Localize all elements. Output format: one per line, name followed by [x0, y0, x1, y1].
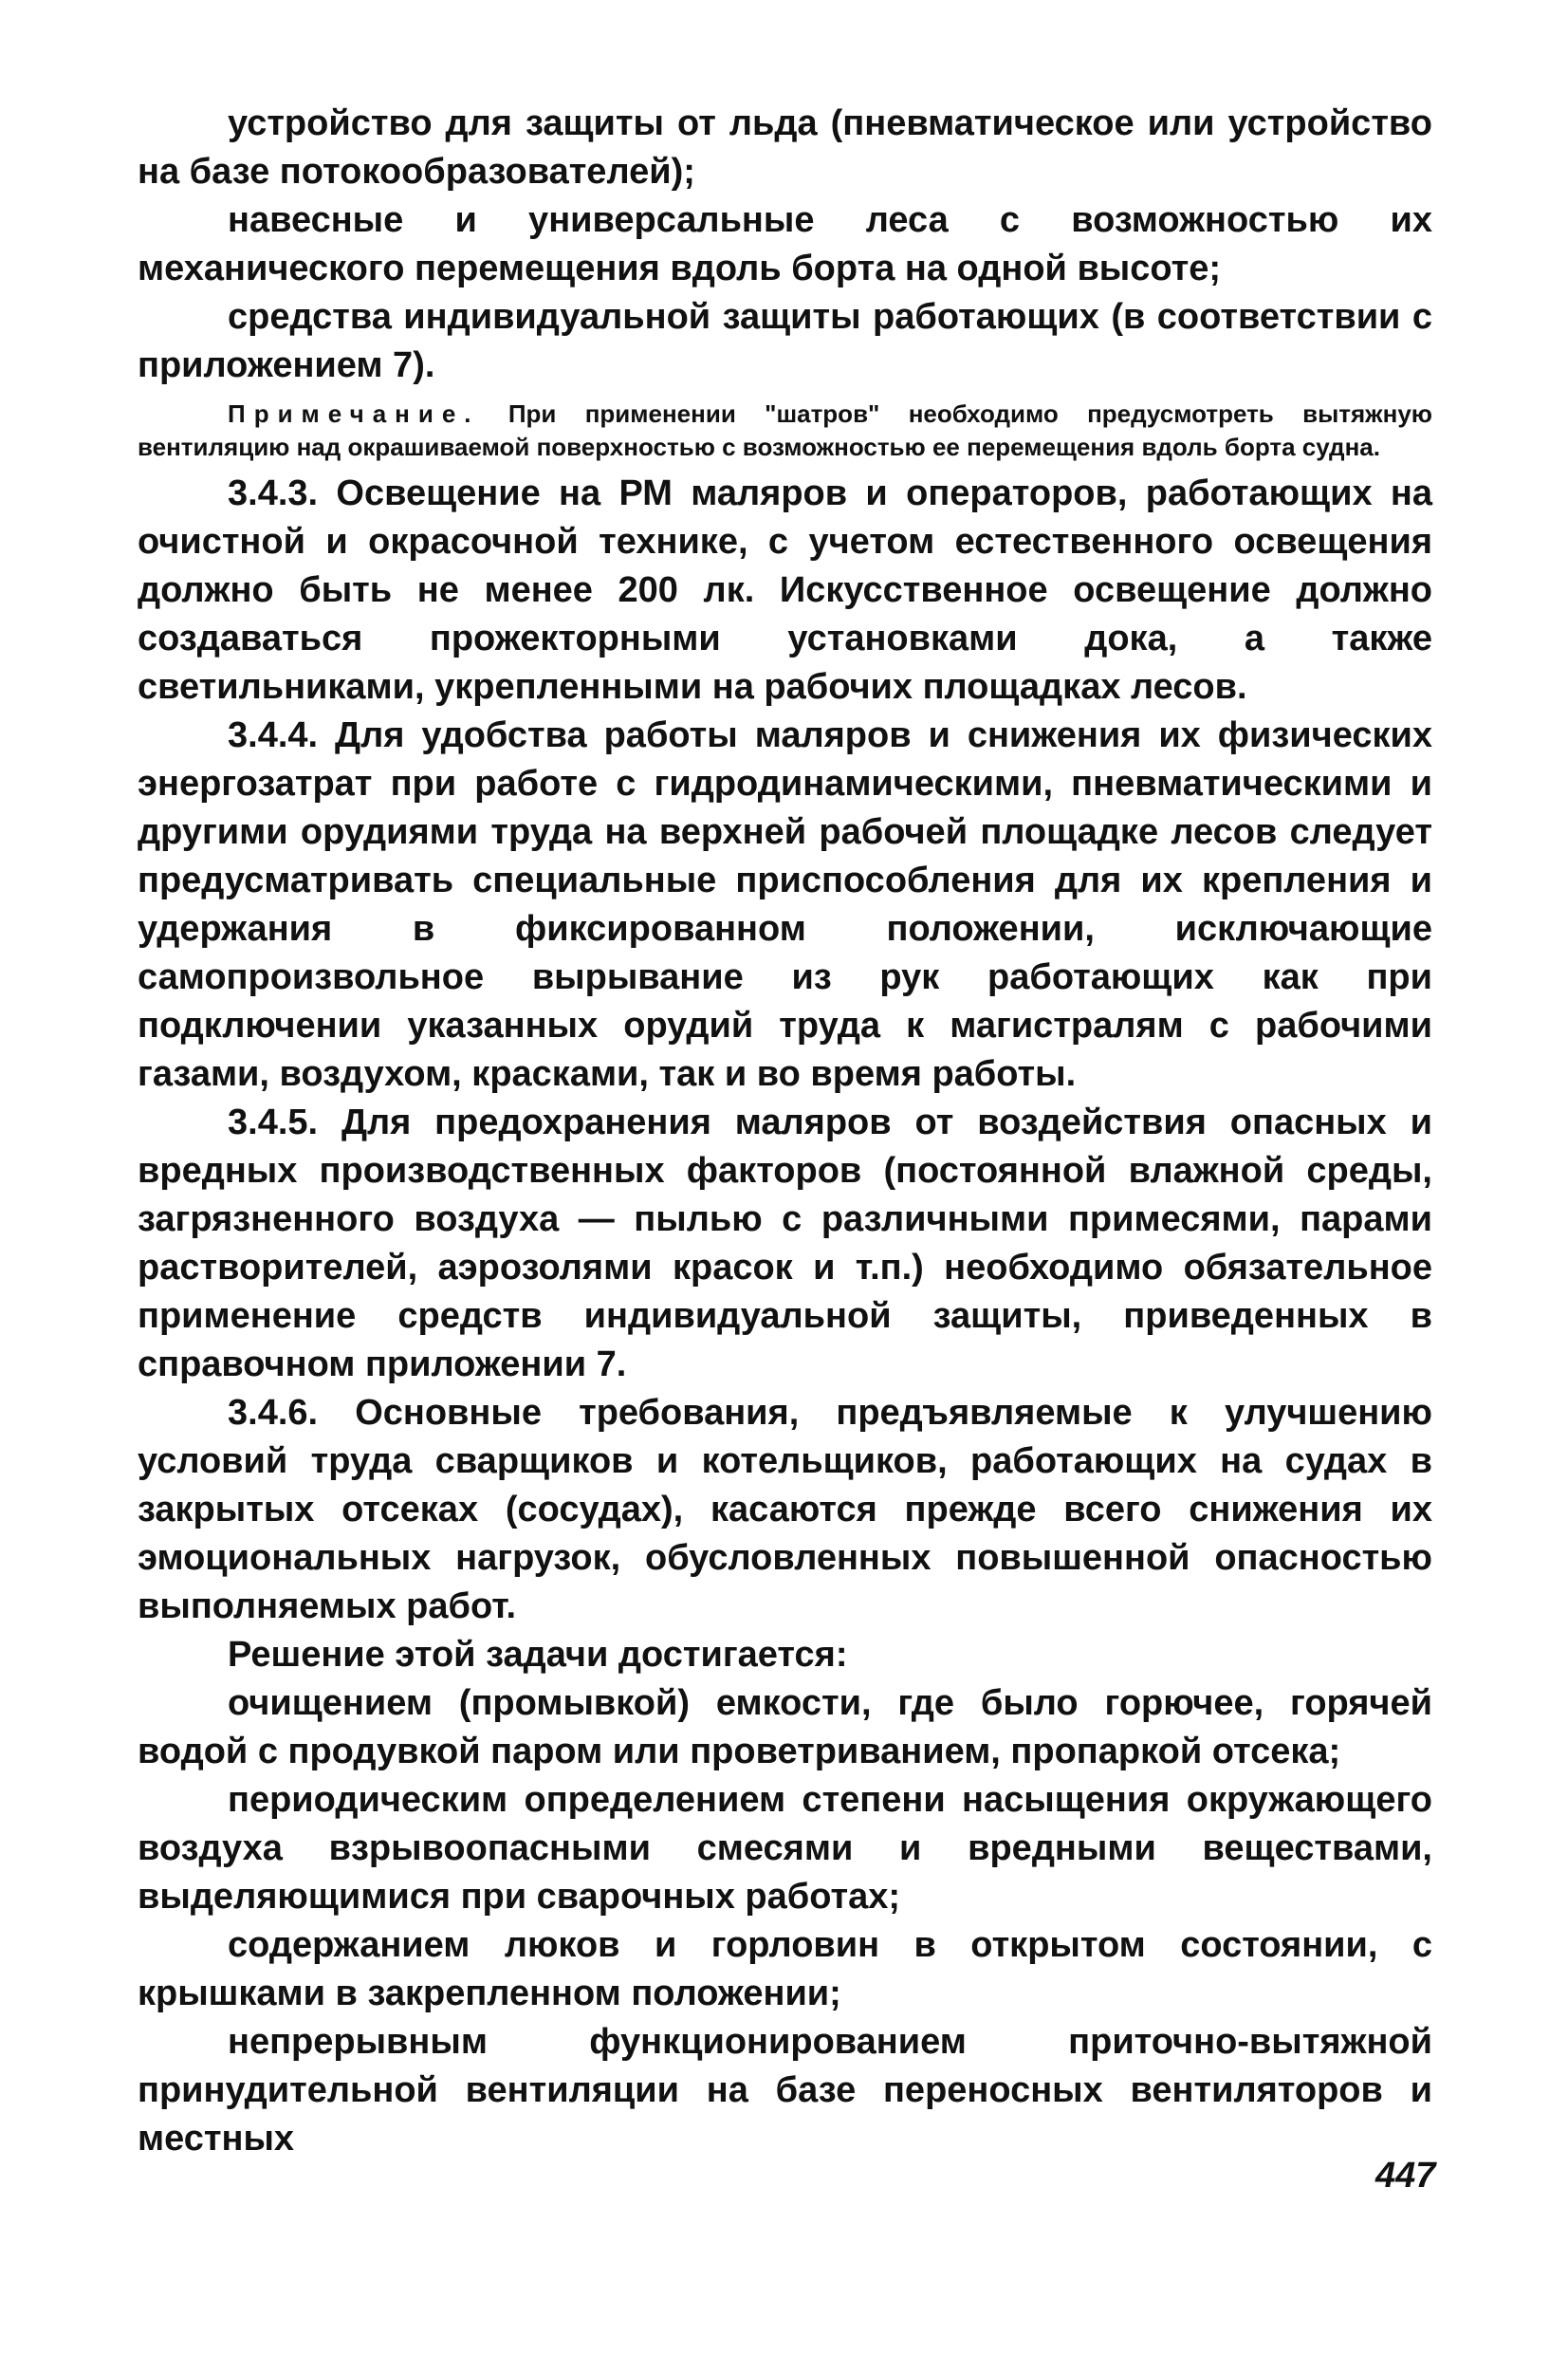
paragraph-solution-intro: Решение этой задачи достигается: [228, 1635, 848, 1675]
paragraph-protective-equipment: средства индивидуальной защиты работающих (в соответствии с приложением 7). [138, 297, 1432, 385]
list-item-ventilation: непрерывным функционированием приточно-вытяжной принудительной вентиляции на базе переносных вентиляторов и местных [138, 2022, 1432, 2159]
list-item-air-monitoring: периодическим определением степени насыщения окружающего воздуха взрывоопасными смесями и вредными веществами, выделяющимися при сварочных работах; [138, 1780, 1432, 1917]
paragraph-scaffolding: навесные и универсальные леса с возможностью их механического перемещения вдоль борта на одной высоте; [138, 200, 1432, 288]
note-text: При применении "шатров" необходимо предусмотреть вытяжную вентиляцию над окрашиваемой поверхностью с возможностью ее перемещения вдоль борта судна. [138, 399, 1432, 461]
paragraph-3-4-5: 3.4.5. Для предохранения маляров от воздействия опасных и вредных производственных факторов (постоянной влажной среды, загрязненного воздуха — пылью с различными примесями, парами растворителей, аэрозолями красок и т.п.) необходимо обязательное применение средств индивидуальной защиты, приведенных в справочном приложении 7. [138, 1103, 1432, 1384]
list-item-cleaning: очищением (промывкой) емкости, где было горючее, горячей водой с продувкой паром или проветриванием, пропаркой отсека; [138, 1683, 1432, 1771]
paragraph-3-4-3: 3.4.3. Освещение на РМ маляров и операторов, работающих на очистной и окрасочной технике, с учетом естественного освещения должно быть не менее 200 лк. Искусственное освещение должно создаваться прожекторными установками дока, а также светильниками, укрепленными на рабочих площадках лесов. [138, 473, 1432, 707]
note-block [138, 398, 1432, 464]
paragraph-ice-protection: устройство для защиты от льда (пневматическое или устройство на базе потокообразователей); [138, 103, 1432, 192]
page-number: 447 [1375, 2156, 1436, 2196]
list-item-hatches: содержанием люков и горловин в открытом состоянии, с крышками в закрепленном положении; [138, 1925, 1432, 2013]
paragraph-3-4-6: 3.4.6. Основные требования, предъявляемые к улучшению условий труда сварщиков и котельщиков, работающих на судах в закрытых отсеках (сосудах), касаются прежде всего снижения их эмоциональных нагрузок, обусловленных повышенной опасностью выполняемых работ. [138, 1393, 1432, 1626]
paragraph-3-4-4: 3.4.4. Для удобства работы маляров и снижения их физических энергозатрат при работе с гидродинамическими, пневматическими и другими орудиями труда на верхней рабочей площадке лесов следует предусматривать специальные приспособления для их крепления и удержания в фиксированном положении, исключающие самопроизвольное вырывание из рук работающих как при подключении указанных орудий труда к магистралям с рабочими газами, воздухом, красками, так и во время работы. [138, 715, 1432, 1094]
note-label: Примечание. [228, 399, 480, 428]
document-page [138, 100, 1432, 2163]
